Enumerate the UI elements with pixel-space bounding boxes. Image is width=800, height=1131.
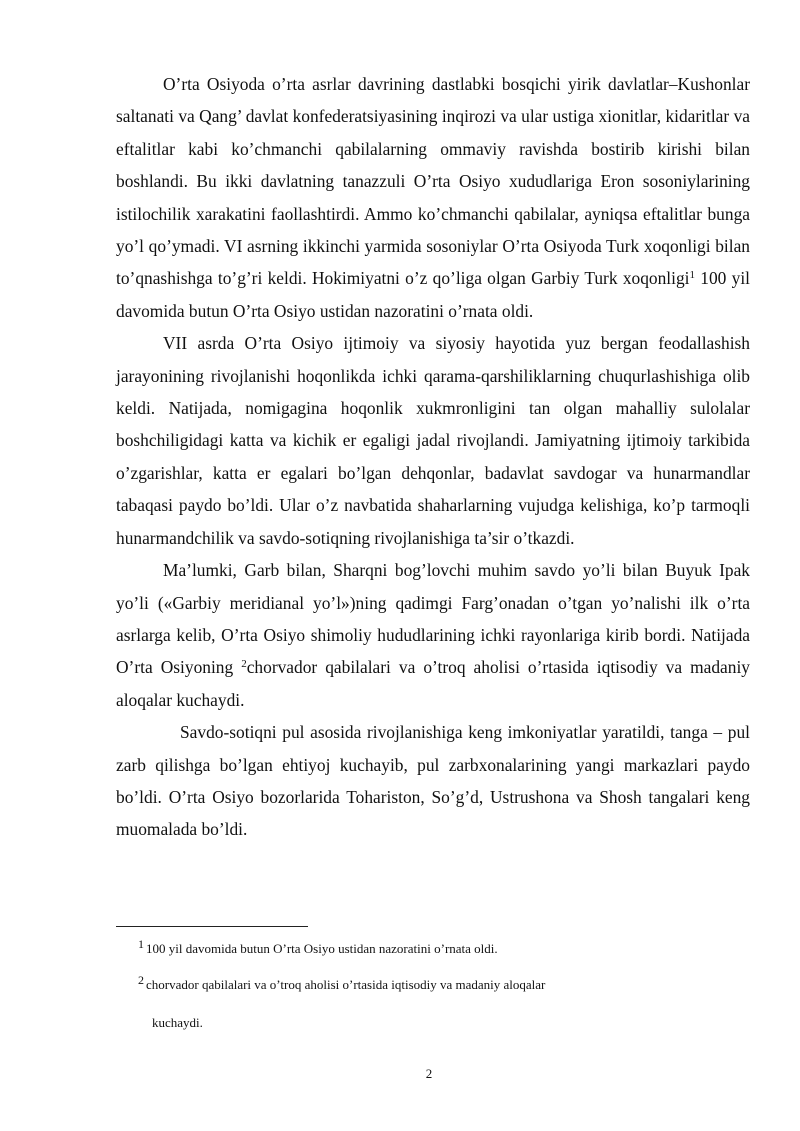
footnote-1 [138,937,698,958]
paragraph-4: Savdo-sotiqni pul asosida rivojlanishiga keng imkoniyatlar yaratildi, tanga – pul zarb qilishga bo’lgan ehtiyoj kuchayib, pul zarbxonalarining yangi markazlari paydo bo’ldi. O’rta Osiyo bozorlarida Tohariston, So’g’d, Ustrushona va Shosh tangalari keng muomalada bo’ldi. [116,722,750,840]
footnote-1-text: 100 yil davomida butun O’rta Osiyo ustidan nazoratini o’rnata oldi. [146,941,498,956]
paragraph-1 [116,68,750,327]
footnote-ref-1[interactable]: 1 [689,269,695,282]
footnote-separator [116,926,308,927]
paragraph-3 [116,554,750,716]
footnote-1-mark: 1 [138,937,144,951]
paragraph-3-text-continued: chorvador qabilalari va o’troq aholisi o’rtasida iqtisodiy va madaniy aloqalar kuchaydi. [116,657,750,710]
paragraph-1-text-continued: 100 yil davomida butun O’rta Osiyo ustidan nazoratini o’rnata oldi. [116,268,750,321]
footnote-2-mark: 2 [138,973,144,987]
paragraph-1-text: O’rta Osiyoda o’rta asrlar davrining dastlabki bosqichi yirik davlatlar–Kushonlar saltanati va Qang’ davlat konfederatsiyasining inqirozi va ular ustiga xionitlar, kidaritlar va eftalitlar kabi ko’chmanchi qabilalarning ommaviy ravishda bostirib kirishi bilan boshlandi. Bu ikki davlatning tanazzuli O’rta Osiyo xududlariga Eron sosoniylarining istilochilik xarakatini faollashtirdi. Ammo ko’chmanchi qabilalar, ayniqsa eftalitlar bunga yo’l qo’ymadi. VI asrning ikkinchi yarmida sosoniylar O’rta Osiyoda Turk xoqonligi bilan to’qnashishga to’g’ri keldi. Hokimiyatni o’z qo’liga olgan Garbiy Turk xoqonligi [116,74,750,289]
footnote-2 [138,973,698,994]
page-number: 2 [425,1066,433,1081]
paragraph-2: VII asrda O’rta Osiyo ijtimoiy va siyosiy hayotida yuz bergan feodallashish jarayonining rivojlanishi hoqonlikda ichki qarama-qarshiliklarning chuqurlashishiga olib keldi. Natijada, nomigagina hoqonlik xukmronligini tan olgan mahalliy sulolalar boshchiligidagi katta va kichik er egaligi jadal rivojlandi. Jamiyatning ijtimoiy tarkibida o’zgarishlar, katta er egalari bo’lgan dehqonlar, badavlat savdogar va hunarmandlar tabaqasi paydo bo’ldi. Ular o’z navbatida shaharlarning vujudga kelishiga, ko’p tarmoqli hunarmandchilik va savdo-sotiqning rivojlanishiga ta’sir o’tkazdi. [116,333,750,548]
footnote-ref-2[interactable]: 2 [241,658,247,671]
body-text [116,68,750,846]
footnote-2-text: chorvador qabilalari va o’troq aholisi o’rtasida iqtisodiy va madaniy aloqalar [146,977,546,992]
paragraph-3-text: Ma’lumki, Garb bilan, Sharqni bog’lovchi muhim savdo yo’li bilan Buyuk Ipak yo’li («Garbiy meridianal yo’l»)ning qadimgi Farg’onadan o’tgan yo’nalishi ilk o’rta asrlarga kelib, O’rta Osiyo shimoliy hududlarining ichki rayonlariga kirib bordi. Natijada O’rta Osiyoning [116,560,750,678]
footnote-2-continuation: kuchaydi. [152,1015,203,1030]
